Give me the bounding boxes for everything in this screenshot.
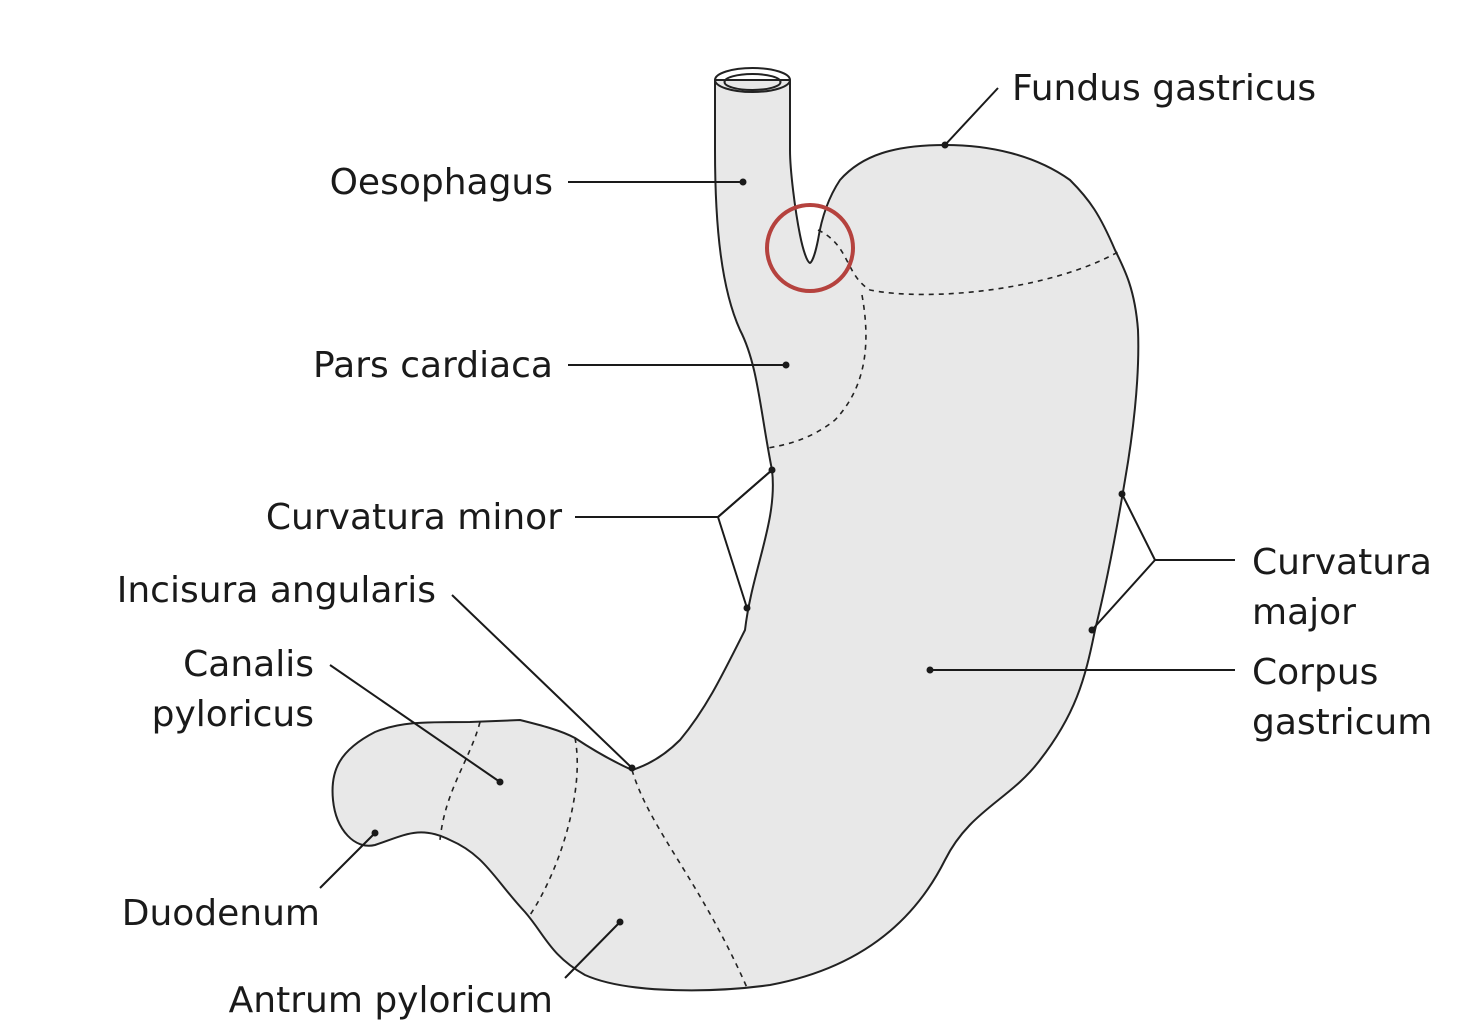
leader-curvatura-minor-a xyxy=(718,470,772,517)
leader-duodenum xyxy=(320,833,375,888)
dot-duodenum xyxy=(372,830,379,837)
label-pars-cardiaca: Pars cardiaca xyxy=(313,345,553,386)
label-oesophagus: Oesophagus xyxy=(329,162,553,203)
dot-incisura xyxy=(629,765,636,772)
label-curvatura-major-line1: Curvatura xyxy=(1252,542,1432,583)
label-fundus: Fundus gastricus xyxy=(1012,68,1317,109)
dot-pars-cardiaca xyxy=(783,362,790,369)
dot-canalis xyxy=(497,779,504,786)
label-duodenum: Duodenum xyxy=(121,893,320,934)
dot-curvatura-major-top xyxy=(1119,491,1126,498)
label-antrum: Antrum pyloricum xyxy=(228,980,553,1021)
dot-oesophagus xyxy=(740,179,747,186)
leader-curvatura-major-a xyxy=(1122,494,1155,560)
label-corpus-line1: Corpus xyxy=(1252,652,1379,693)
dot-curvatura-minor-bottom xyxy=(744,605,751,612)
dot-fundus xyxy=(942,142,949,149)
label-canalis-line2: pyloricus xyxy=(151,694,314,735)
label-incisura: Incisura angularis xyxy=(116,570,436,611)
leader-curvatura-minor xyxy=(575,470,772,517)
label-curvatura-major-line2: major xyxy=(1252,592,1356,633)
dot-curvatura-minor-top xyxy=(769,467,776,474)
leader-fundus xyxy=(945,88,998,145)
dot-curvatura-major-bottom xyxy=(1089,627,1096,634)
leader-curvatura-minor-b xyxy=(718,517,747,608)
dot-antrum xyxy=(617,919,624,926)
label-corpus-line2: gastricum xyxy=(1252,702,1433,743)
dot-corpus xyxy=(927,667,934,674)
label-curvatura-minor: Curvatura minor xyxy=(265,497,562,538)
label-canalis-line1: Canalis xyxy=(183,644,314,685)
